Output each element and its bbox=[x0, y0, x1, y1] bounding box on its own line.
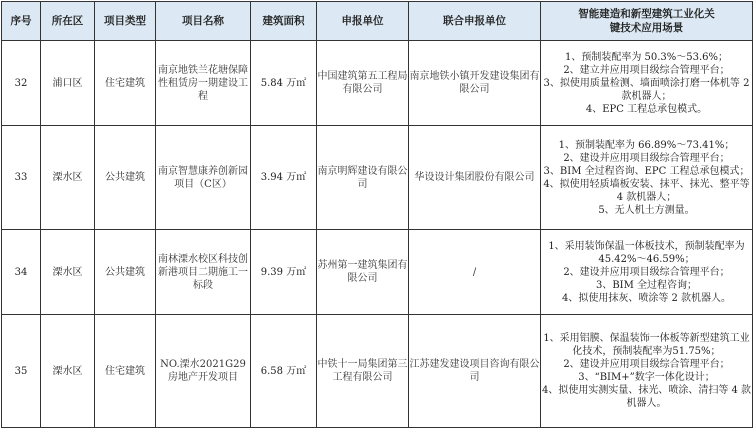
area-cell: 6.58 万㎡ bbox=[251, 315, 317, 428]
seq-cell: 35 bbox=[2, 315, 41, 428]
seq-cell: 33 bbox=[2, 126, 41, 230]
scenario-item: 4、拟使用轻质墙板安装、抹平、抹光、整平等 4 款机器人； bbox=[543, 178, 750, 203]
scenario-cell bbox=[541, 41, 753, 126]
scenario-item: 3、“BIM+”数字一体化设计； bbox=[578, 372, 715, 383]
type-cell: 公共建筑 bbox=[95, 126, 156, 230]
scenario-cell bbox=[541, 126, 753, 230]
scenario-item: 1、采用装饰保温一体板技术，预制装配率为 45.42%～46.59%； bbox=[548, 240, 745, 265]
scenario-item: 3、BIM 全过程咨询； bbox=[595, 279, 698, 291]
district-cell: 溧水区 bbox=[41, 230, 95, 315]
project-name-cell: 南林溧水校区科技创新港项目二期施工一标段 bbox=[156, 230, 251, 315]
table-row bbox=[2, 315, 753, 428]
scenario-item: 2、建设并应用项目级综合管理平台； bbox=[563, 266, 730, 278]
type-cell: 公共建筑 bbox=[95, 230, 156, 315]
header-seq: 序号 bbox=[2, 2, 41, 41]
co-unit-cell: 华设设计集团股份有限公司 bbox=[409, 126, 541, 230]
type-cell: 住宅建筑 bbox=[95, 315, 156, 428]
table-header-row bbox=[2, 2, 753, 41]
header-co-unit: 联合申报单位 bbox=[409, 2, 541, 41]
table-row bbox=[2, 41, 753, 126]
scenario-cell bbox=[541, 230, 753, 315]
scenario-item: 3、BIM 全过程咨询、EPC 工程总承包模式； bbox=[543, 165, 750, 177]
header-scenario: 智能建造和新型建筑工业化关键技术应用场景 bbox=[541, 2, 753, 41]
header-type: 项目类型 bbox=[95, 2, 156, 41]
unit-cell: 苏州第一建筑集团有限公司 bbox=[317, 230, 409, 315]
unit-cell: 南京明辉建设有限公司 bbox=[317, 126, 409, 230]
scenario-item: 2、建设并应用项目级综合管理平台； bbox=[563, 152, 730, 164]
header-unit: 申报单位 bbox=[317, 2, 409, 41]
scenario-item: 2、建立并应用项目级综合管理平台； bbox=[563, 64, 730, 76]
scenario-item: 1、预制装配率为 50.3%～53.6%； bbox=[564, 51, 729, 63]
scenario-item: 5、无人机土方测量。 bbox=[598, 204, 695, 216]
district-cell: 溧水区 bbox=[41, 126, 95, 230]
header-area: 建筑面积 bbox=[251, 2, 317, 41]
co-unit-cell: / bbox=[409, 230, 541, 315]
co-unit-cell: 江苏建发建设项目咨询有限公司 bbox=[409, 315, 541, 428]
header-district: 所在区 bbox=[41, 2, 95, 41]
scenario-item: 4、拟使用实测实量、抹光、喷涂、清扫等 4 款机器人。 bbox=[541, 385, 752, 409]
unit-cell: 中国建筑第五工程局有限公司 bbox=[317, 41, 409, 126]
co-unit-cell: 南京地铁小镇开发建设集团有限公司 bbox=[409, 41, 541, 126]
area-cell: 9.39 万㎡ bbox=[251, 230, 317, 315]
area-cell: 5.84 万㎡ bbox=[251, 41, 317, 126]
district-cell: 溧水区 bbox=[41, 315, 95, 428]
seq-cell: 34 bbox=[2, 230, 41, 315]
scenario-item: 1、采用铝膜、保温装饰一体板等新型建筑工业化技术，预制装配率为51.75%； bbox=[543, 333, 750, 357]
district-cell: 浦口区 bbox=[41, 41, 95, 126]
table-row bbox=[2, 126, 753, 230]
unit-cell: 中铁十一局集团第三工程有限公司 bbox=[317, 315, 409, 428]
table-row bbox=[2, 230, 753, 315]
header-name: 项目名称 bbox=[156, 2, 251, 41]
seq-cell: 32 bbox=[2, 41, 41, 126]
scenario-item: 4、拟使用抹灰、喷涂等 2 款机器人。 bbox=[561, 292, 732, 304]
project-name-cell: NO.溧水2021G29 房地产开发项目 bbox=[156, 315, 251, 428]
type-cell: 住宅建筑 bbox=[95, 41, 156, 126]
project-name-cell: 南京地铁兰花塘保障性租赁房一期建设工程 bbox=[156, 41, 251, 126]
scenario-item: 1、预制装配率为 66.89%～73.41%； bbox=[558, 139, 735, 151]
project-name-cell: 南京智慧康养创新园项目（C区） bbox=[156, 126, 251, 230]
scenario-item: 4、EPC 工程总承包模式。 bbox=[585, 103, 708, 115]
project-table bbox=[1, 1, 753, 428]
scenario-item: 2、建设并应用项目级综合管理平台； bbox=[563, 359, 730, 370]
scenario-item: 3、拟使用质量检测、墙面喷涂打磨一体机等 2 款机器人； bbox=[543, 77, 750, 102]
scenario-cell bbox=[541, 315, 753, 428]
area-cell: 3.94 万㎡ bbox=[251, 126, 317, 230]
